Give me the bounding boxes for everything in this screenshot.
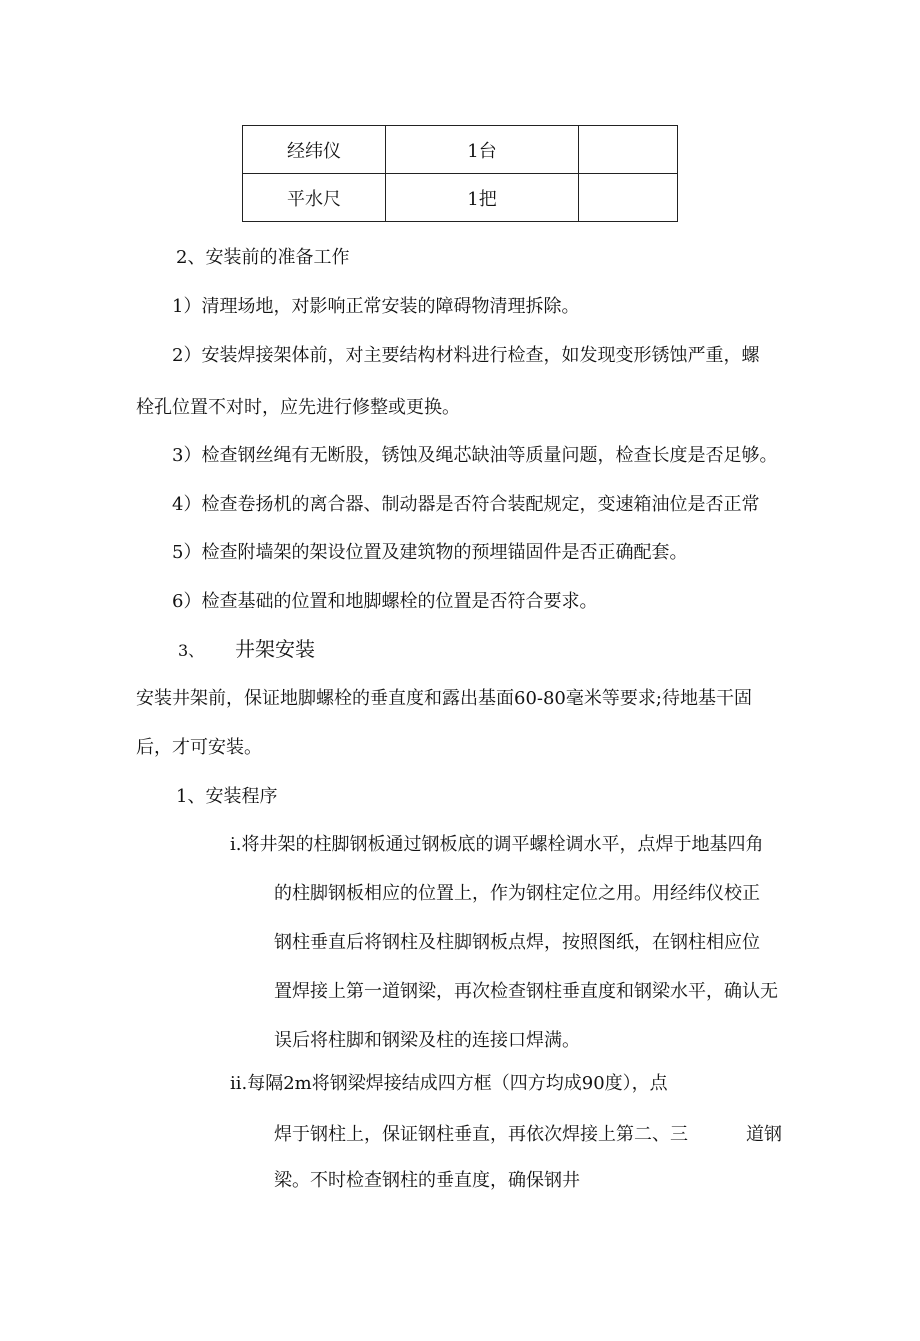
equipment-note — [579, 174, 678, 222]
table-row — [243, 126, 678, 174]
step-i-line-3: 钢柱垂直后将钢柱及柱脚钢板点焊，按照图纸，在钢柱相应位 — [274, 932, 760, 953]
equipment-table — [242, 125, 678, 222]
equipment-name: 平水尺 — [243, 174, 386, 222]
step-ii-line-1: ii.每隔2m将钢梁焊接结成四方框（四方均成90度），点 — [230, 1073, 668, 1094]
section-2-heading: 2、安装前的准备工作 — [176, 247, 350, 268]
prep-item-2: 2）安装焊接架体前，对主要结构材料进行检查，如发现变形锈蚀严重，螺 — [172, 345, 760, 366]
step-i-line-2: 的柱脚钢板相应的位置上，作为钢柱定位之用。用经纬仪校正 — [274, 883, 760, 904]
equipment-note — [579, 126, 678, 174]
section-3-number: 3、 — [178, 641, 205, 660]
prep-item-6: 6）检查基础的位置和地脚螺栓的位置是否符合要求。 — [172, 591, 598, 612]
equipment-qty: 1把 — [386, 174, 579, 222]
step-ii-line-2-tail: 道钢 — [746, 1124, 782, 1145]
intro-line-1: 安装井架前，保证地脚螺栓的垂直度和露出基面60-80毫米等要求;待地基干固 — [136, 688, 752, 709]
step-i-line-5: 误后将柱脚和钢梁及柱的连接口焊满。 — [274, 1030, 580, 1051]
step-i-line-4: 置焊接上第一道钢梁，再次检查钢柱垂直度和钢梁水平，确认无 — [274, 981, 778, 1002]
table-row — [243, 174, 678, 222]
prep-item-2-cont: 栓孔位置不对时，应先进行修整或更换。 — [136, 397, 460, 418]
step-ii-line-2: 焊于钢柱上，保证钢柱垂直，再依次焊接上第二、三 — [274, 1124, 688, 1145]
equipment-qty: 1台 — [386, 126, 579, 174]
section-3-heading — [178, 638, 315, 662]
install-procedure-heading: 1、安装程序 — [176, 786, 278, 807]
equipment-name: 经纬仪 — [243, 126, 386, 174]
prep-item-3: 3）检查钢丝绳有无断股，锈蚀及绳芯缺油等质量问题，检查长度是否足够。 — [172, 445, 778, 466]
intro-line-2: 后，才可安装。 — [136, 737, 262, 758]
step-i-line-1: i.将井架的柱脚钢板通过钢板底的调平螺栓调水平，点焊于地基四角 — [230, 834, 764, 855]
prep-item-5: 5）检查附墙架的架设位置及建筑物的预埋锚固件是否正确配套。 — [172, 542, 688, 563]
step-ii-line-3: 梁。不时检查钢柱的垂直度，确保钢井 — [274, 1170, 580, 1191]
prep-item-4: 4）检查卷扬机的离合器、制动器是否符合装配规定，变速箱油位是否正常 — [172, 494, 760, 515]
section-3-title: 井架安装 — [235, 637, 315, 661]
prep-item-1: 1）清理场地，对影响正常安装的障碍物清理拆除。 — [172, 296, 580, 317]
